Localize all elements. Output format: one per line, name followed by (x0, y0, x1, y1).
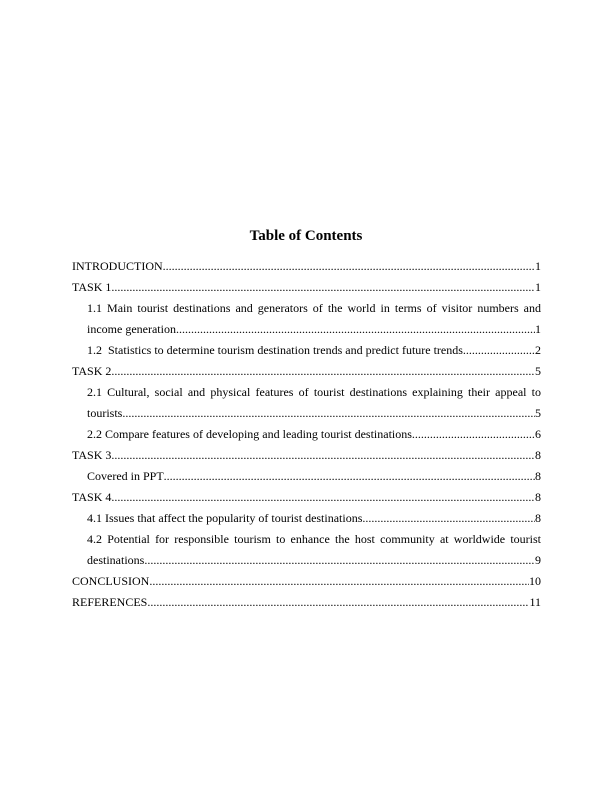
toc-page-number: 9 (535, 553, 541, 567)
toc-entry-label: income generation (87, 322, 176, 336)
toc-page-number: 1 (535, 280, 541, 294)
toc-page-number: 8 (535, 490, 541, 504)
toc-entry-references[interactable] (72, 592, 541, 613)
toc-entry-task-1[interactable] (72, 277, 541, 298)
toc-entry-covered-in-ppt[interactable] (87, 466, 541, 487)
toc-entry-label: 4.1 Issues that affect the popularity of tourist destinations (87, 511, 363, 525)
toc-entry-1-1[interactable] (87, 298, 541, 340)
toc-entry-4-2[interactable] (87, 529, 541, 571)
toc-entry-label: Covered in PPT (87, 469, 164, 483)
toc-page-number: 2 (535, 343, 541, 357)
toc-page-number: 10 (529, 574, 541, 588)
toc-entry-label: REFERENCES (72, 595, 148, 609)
toc-list (72, 256, 541, 613)
toc-entry-1-2[interactable] (87, 340, 541, 361)
toc-entry-label: INTRODUCTION (72, 259, 163, 273)
toc-entry-label: TASK 3 (72, 448, 112, 462)
toc-entry-label: TASK 4 (72, 490, 112, 504)
toc-entry-label: tourists (87, 406, 123, 420)
toc-entry-label: 2.2 Compare features of developing and leading tourist destinations (87, 427, 412, 441)
dot-leader (412, 424, 535, 445)
dot-leader (176, 319, 535, 340)
toc-entry-label: CONCLUSION (72, 574, 150, 588)
toc-page-number: 5 (535, 406, 541, 420)
dot-leader (111, 361, 535, 382)
dot-leader (163, 256, 535, 277)
toc-entry-task-3[interactable] (72, 445, 541, 466)
dot-leader (122, 403, 535, 424)
toc-entry-label-line1: 4.2 Potential for responsible tourism to enhance the host community at worldwide tourist (87, 532, 541, 546)
toc-page-number: 11 (529, 595, 541, 609)
toc-entry-2-2[interactable] (87, 424, 541, 445)
toc-page-number: 1 (535, 259, 541, 273)
dot-leader (149, 571, 529, 592)
toc-entry-label: 1.2 Statistics to determine tourism destination trends and predict future trends (87, 343, 463, 357)
toc-entry-task-2[interactable] (72, 361, 541, 382)
toc-entry-4-1[interactable] (87, 508, 541, 529)
dot-leader (111, 487, 535, 508)
dot-leader (463, 340, 535, 361)
toc-title: Table of Contents (249, 228, 363, 244)
toc-entry-label: TASK 1 (72, 280, 112, 294)
toc-entry-2-1[interactable] (87, 382, 541, 424)
toc-page-number: 5 (535, 364, 541, 378)
toc-entry-conclusion[interactable] (72, 571, 541, 592)
toc-page-number: 8 (535, 469, 541, 483)
toc-entry-label: destinations (87, 553, 145, 567)
toc-entry-label: TASK 2 (72, 364, 112, 378)
toc-page-number: 6 (535, 427, 541, 441)
toc-page-number: 1 (535, 322, 541, 336)
dot-leader (111, 277, 535, 298)
dot-leader (147, 592, 529, 613)
toc-page-number: 8 (535, 511, 541, 525)
toc-page-number: 8 (535, 448, 541, 462)
toc-entry-introduction[interactable] (72, 256, 541, 277)
dot-leader (362, 508, 535, 529)
toc-entry-label-line1: 2.1 Cultural, social and physical features of tourist destinations explaining their appeal to (87, 385, 541, 399)
dot-leader (111, 445, 535, 466)
dot-leader (164, 466, 535, 487)
toc-entry-task-4[interactable] (72, 487, 541, 508)
toc-entry-label-line1: 1.1 Main tourist destinations and generators of the world in terms of visitor numbers and (87, 301, 541, 315)
dot-leader (144, 550, 535, 571)
